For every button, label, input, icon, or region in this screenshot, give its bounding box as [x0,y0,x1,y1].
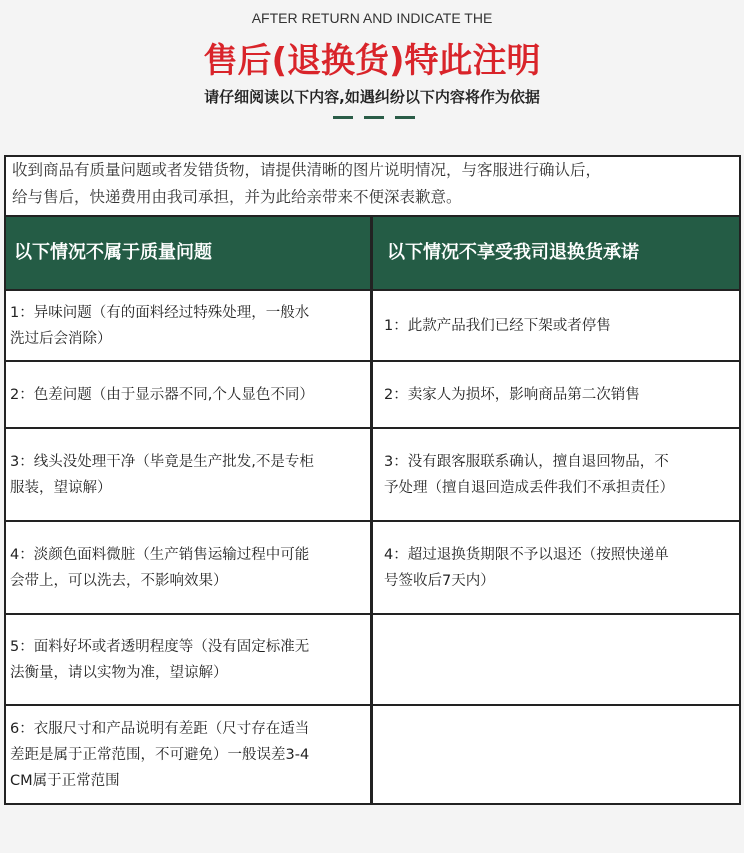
table-cell-left [10,615,365,704]
decorative-dashes [333,116,413,120]
table-cell-right [384,522,734,613]
page-header [0,0,744,150]
cell-line: 洗过后会消除） [10,330,112,347]
dash-divider [395,116,415,119]
dash-divider [333,116,353,119]
table-cell-left [10,362,365,427]
left-column-header: 以下情况不属于质量问题 [6,217,370,289]
table-cell-left [10,429,365,520]
page-title: 售后(退换货)特此注明 [203,41,541,81]
cell-line: 服装，望谅解） [10,479,112,496]
column-divider [370,217,373,804]
english-heading: AFTER RETURN AND INDICATE THE [251,10,493,26]
cell-line: 号签收后7天内） [384,572,495,589]
table-cell-right [384,429,734,520]
cell-line: 3：没有跟客服联系确认，擅自退回物品，不 [384,453,669,470]
cell-line: 予处理（擅自退回造成丢件我们不承担责任） [384,479,674,496]
cell-line: 法衡量，请以实物为准，望谅解） [10,664,228,681]
right-column-header: 以下情况不享受我司退换货承诺 [373,217,739,289]
cell-line: 3：线头没处理干净（毕竟是生产批发,不是专柜 [10,453,314,470]
cell-line: 2：卖家人为损坏，影响商品第二次销售 [384,386,640,403]
cell-line: 2：色差问题（由于显示器不同,个人显色不同） [10,386,314,403]
cell-line: 差距是属于正常范围，不可避免）一般误差3-4 [10,747,310,763]
cell-line: CM属于正常范围 [10,773,120,789]
cell-line: 6：衣服尺寸和产品说明有差距（尺寸存在适当 [10,721,310,737]
cell-line: 1：此款产品我们已经下架或者停售 [384,317,611,334]
table-cell-left [10,706,365,804]
table-cell-left [10,291,365,360]
table-cell-right [384,291,734,360]
cell-line: 4：超过退换货期限不予以退还（按照快递单 [384,546,669,563]
table-cell-left [10,522,365,613]
notice-text [12,157,740,215]
cell-line: 会带上，可以洗去，不影响效果） [10,572,228,589]
notice-line: 给与售后，快递费用由我司承担，并为此给亲带来不便深表歉意。 [12,188,462,206]
cell-line: 1：异味问题（有的面料经过特殊处理，一般水 [10,304,310,321]
table-cell-right [384,362,734,427]
cell-line: 4：淡颜色面料微脏（生产销售运输过程中可能 [10,546,310,563]
cell-line: 5：面料好坏或者透明程度等（没有固定标准无 [10,638,310,655]
notice-line: 收到商品有质量问题或者发错货物，请提供清晰的图片说明情况，与客服进行确认后， [12,161,602,179]
page-subtitle: 请仔细阅读以下内容,如遇纠纷以下内容将作为依据 [204,88,540,106]
dash-divider [364,116,384,119]
